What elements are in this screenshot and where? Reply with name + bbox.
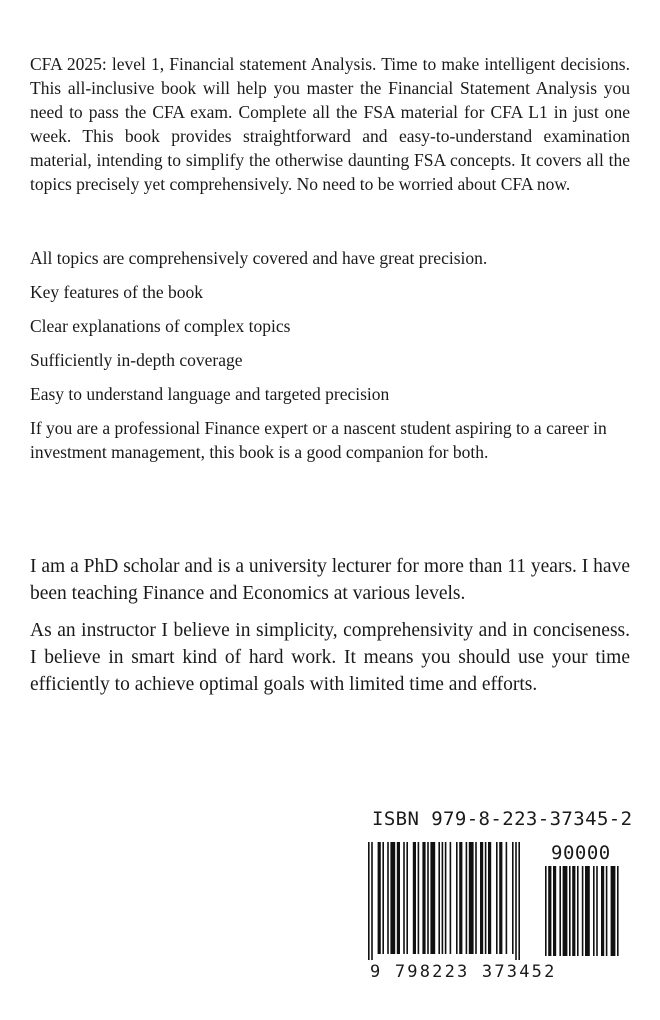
- barcode-bar: [445, 842, 447, 954]
- barcode-bar: [548, 866, 551, 956]
- features-companion: If you are a professional Finance expert or a nascent student aspiring to a career in investment management, this book is a good companion for both.: [30, 418, 607, 462]
- barcode-bar: [601, 866, 604, 956]
- ean-digits: 9 798223 373452: [370, 962, 557, 982]
- barcode-bar: [617, 866, 619, 956]
- barcode-bar: [499, 842, 502, 954]
- barcode-bar: [518, 842, 520, 960]
- author-section: [30, 553, 630, 708]
- barcode-bar: [593, 866, 595, 956]
- barcode-bar: [469, 842, 474, 954]
- barcode-bar: [515, 842, 517, 960]
- barcode-bar: [496, 842, 498, 954]
- features-intro: All topics are comprehensively covered and have great precision.: [30, 248, 488, 268]
- barcode-bar: [485, 842, 487, 954]
- barcode-bar: [406, 842, 408, 954]
- barcode-bar: [450, 842, 452, 954]
- barcode-bar: [371, 842, 373, 960]
- barcode-bar: [569, 866, 571, 956]
- author-bio: I am a PhD scholar and is a university lecturer for more than 11 years. I have been teaching Finance and Economics at various levels.: [30, 556, 630, 604]
- isbn-number: ISBN 979-8-223-37345-2: [372, 808, 633, 830]
- barcode-bar: [466, 842, 468, 954]
- barcode-bar: [368, 842, 370, 960]
- barcode-bar: [585, 866, 590, 956]
- barcode-bar: [488, 842, 491, 954]
- addon-barcode-bars: [545, 866, 621, 962]
- barcode-bar: [582, 866, 584, 956]
- book-description: CFA 2025: level 1, Financial statement Analysis. Time to make intelligent decisions. This all-inclusive book will help you master the Financial Statement Analysis you need to pass the CFA exam. Complete all the FSA material for CFA L1 in just one week. This book provides straightforward and easy-to-understand examination material, intending to simplify the otherwise daunting FSA concepts. It covers all the topics precisely yet comprehensively. No need to be worried about CFA now.: [30, 54, 630, 194]
- barcode-bar: [611, 866, 616, 956]
- barcode-bar: [577, 866, 579, 956]
- barcode-bar: [382, 842, 384, 954]
- barcode-bar: [387, 842, 389, 954]
- barcode-bar: [475, 842, 477, 954]
- barcode-bar: [480, 842, 483, 954]
- barcode-bar: [506, 842, 508, 954]
- barcode-bar: [438, 842, 440, 954]
- features-heading: Key features of the book: [30, 282, 203, 302]
- barcode-bar: [572, 866, 575, 956]
- barcode-bar: [403, 842, 405, 954]
- feature-item: Sufficiently in-depth coverage: [30, 350, 243, 370]
- feature-item: Clear explanations of complex topics: [30, 316, 291, 336]
- features-section: [30, 246, 630, 474]
- barcode-bar: [545, 866, 547, 956]
- barcode-bar: [553, 866, 556, 956]
- author-philosophy: As an instructor I believe in simplicity, comprehensivity and in conciseness. I believe in smart kind of hard work. It means you should use your time efficiently to achieve optimal goals with limited time and efforts.: [30, 620, 630, 695]
- barcode-bar: [563, 866, 568, 956]
- barcode-bar: [413, 842, 416, 954]
- barcode-bar: [559, 866, 561, 956]
- barcode-bar: [430, 842, 435, 954]
- isbn-barcode: [368, 808, 633, 988]
- ean-barcode-bars: [368, 842, 540, 962]
- barcode-bar: [442, 842, 444, 954]
- feature-item: Easy to understand language and targeted precision: [30, 384, 390, 404]
- barcode-bar: [390, 842, 395, 954]
- barcode-bar: [512, 842, 514, 954]
- barcode-bar: [427, 842, 429, 954]
- price-code: 90000: [551, 842, 611, 864]
- barcode-bar: [606, 866, 608, 956]
- barcode-bar: [378, 842, 381, 954]
- barcode-bar: [596, 866, 598, 956]
- barcode-bar: [456, 842, 458, 954]
- barcode-bar: [418, 842, 420, 954]
- barcode-bar: [397, 842, 400, 954]
- barcode-bar: [422, 842, 425, 954]
- barcode-bar: [459, 842, 462, 954]
